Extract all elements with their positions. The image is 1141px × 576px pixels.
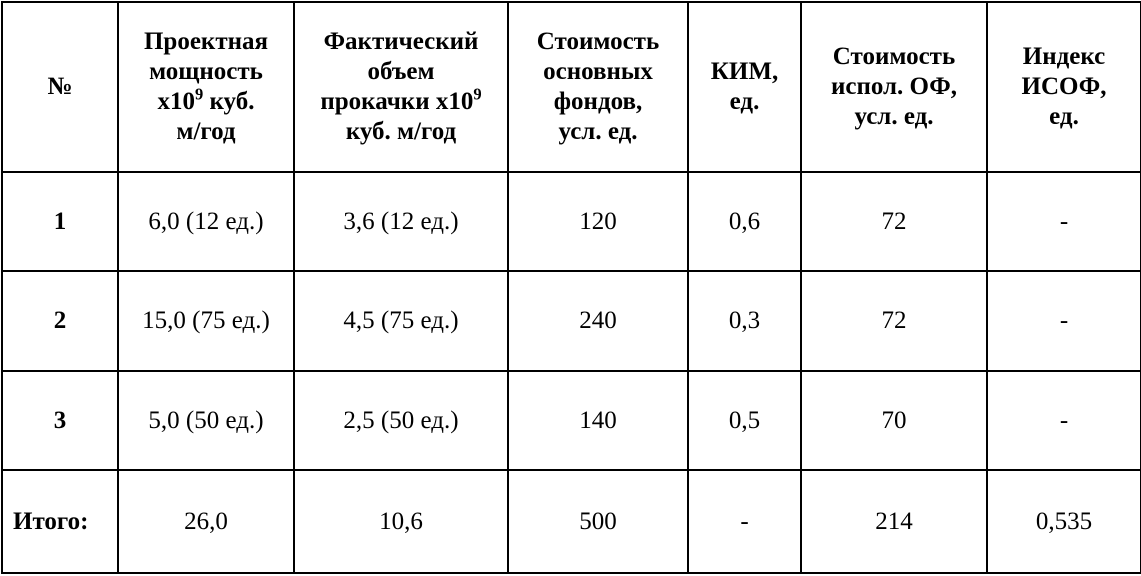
table-row	[2, 371, 1141, 470]
header-row	[2, 2, 1141, 172]
cell-total-used-assets-cost: 214	[801, 470, 987, 573]
header-cell-number	[2, 2, 118, 172]
cell-kim: 0,5	[688, 371, 801, 470]
cell-total-fixed-assets-cost: 500	[508, 470, 688, 573]
cell-actual-volume: 4,5 (75 ед.)	[294, 271, 508, 370]
header-used-assets-line3: усл. ед.	[854, 103, 934, 130]
cell-index: 2	[2, 271, 118, 370]
cell-kim: 0,3	[688, 271, 801, 370]
header-cell-used-assets-cost	[801, 2, 987, 172]
header-cell-design-capacity	[118, 2, 294, 172]
cell-used-assets-cost: 72	[801, 271, 987, 370]
table-row	[2, 271, 1141, 370]
cell-total-design-capacity: 26,0	[118, 470, 294, 573]
cell-design-capacity: 6,0 (12 ед.)	[118, 172, 294, 271]
cell-isof-index: -	[987, 371, 1141, 470]
header-number-label: №	[47, 73, 73, 100]
cell-fixed-assets-cost: 240	[508, 271, 688, 370]
header-actual-volume-line1: Фактический	[323, 28, 479, 55]
cell-design-capacity: 15,0 (75 ед.)	[118, 271, 294, 370]
header-actual-volume-line3-pre: прокачки х10	[320, 88, 474, 115]
header-design-capacity-line1: Проектная	[143, 28, 269, 55]
header-fixed-assets-line4: усл. ед.	[558, 118, 638, 145]
header-design-capacity-exponent: 9	[195, 84, 204, 104]
header-actual-volume-exponent: 9	[473, 84, 482, 104]
cell-used-assets-cost: 72	[801, 172, 987, 271]
cell-total-label: Итого:	[2, 470, 118, 573]
header-cell-fixed-assets-cost	[508, 2, 688, 172]
data-table	[1, 1, 1141, 574]
header-used-assets-line1: Стоимость	[832, 43, 956, 70]
header-design-capacity-line3-pre: х10	[157, 88, 195, 115]
header-fixed-assets-line2: основных	[543, 58, 653, 85]
header-isof-line2: ИСОФ,	[1021, 73, 1107, 100]
cell-index: 3	[2, 371, 118, 470]
header-kim-line1: КИМ,	[710, 58, 779, 85]
table-header	[2, 2, 1141, 172]
table-body	[2, 172, 1141, 573]
header-actual-volume-line2: объем	[367, 58, 435, 85]
cell-used-assets-cost: 70	[801, 371, 987, 470]
header-kim-line2: ед.	[729, 88, 760, 115]
header-isof-line1: Индекс	[1022, 43, 1106, 70]
cell-total-isof-index: 0,535	[987, 470, 1141, 573]
cell-kim: 0,6	[688, 172, 801, 271]
header-cell-kim	[688, 2, 801, 172]
header-actual-volume-line4: куб. м/год	[345, 118, 457, 145]
cell-index: 1	[2, 172, 118, 271]
cell-actual-volume: 2,5 (50 ед.)	[294, 371, 508, 470]
cell-total-actual-volume: 10,6	[294, 470, 508, 573]
cell-isof-index: -	[987, 172, 1141, 271]
header-cell-actual-volume	[294, 2, 508, 172]
header-cell-isof-index	[987, 2, 1141, 172]
table-total-row	[2, 470, 1141, 573]
cell-design-capacity: 5,0 (50 ед.)	[118, 371, 294, 470]
header-fixed-assets-line3: фондов,	[553, 88, 643, 115]
header-design-capacity-line2: мощность	[149, 58, 263, 85]
header-isof-line3: ед.	[1049, 103, 1079, 130]
table-row	[2, 172, 1141, 271]
cell-isof-index: -	[987, 271, 1141, 370]
cell-actual-volume: 3,6 (12 ед.)	[294, 172, 508, 271]
header-design-capacity-line3-post: куб.	[203, 88, 255, 115]
header-used-assets-line2: испол. ОФ,	[830, 73, 958, 100]
cell-fixed-assets-cost: 120	[508, 172, 688, 271]
table-container	[0, 1, 1141, 576]
cell-fixed-assets-cost: 140	[508, 371, 688, 470]
header-design-capacity-line4: м/год	[176, 118, 236, 145]
header-fixed-assets-line1: Стоимость	[536, 28, 660, 55]
cell-total-kim: -	[688, 470, 801, 573]
